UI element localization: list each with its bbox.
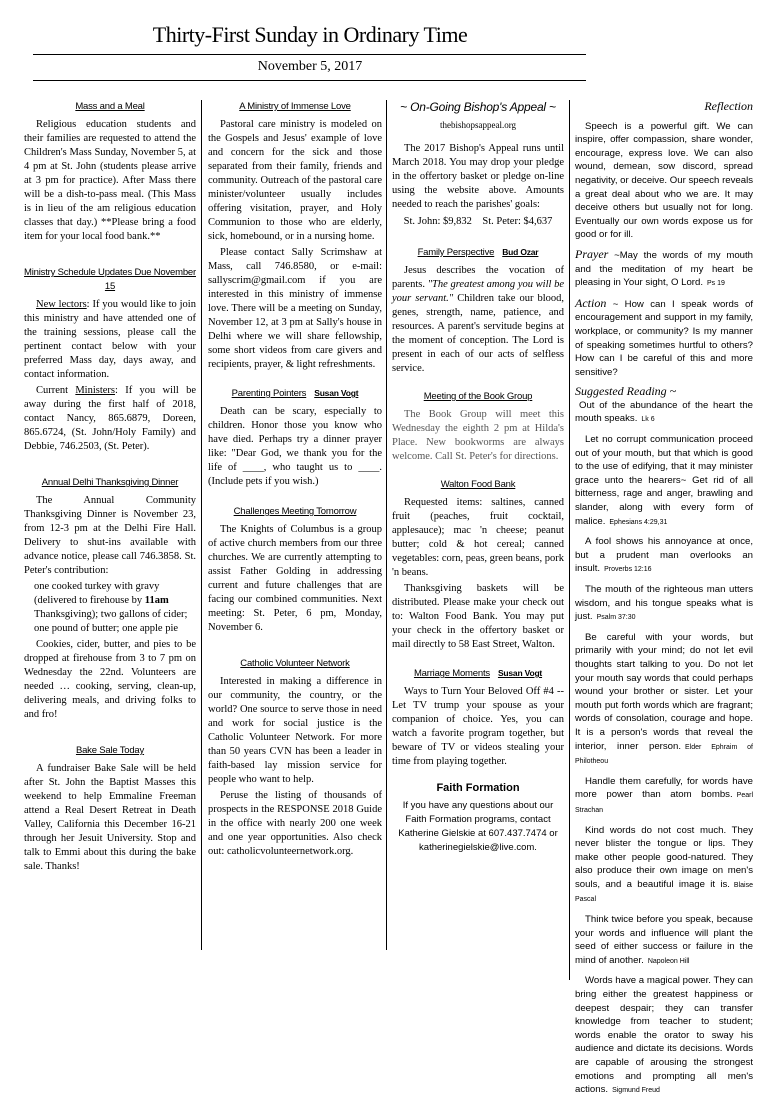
action-label: Action bbox=[575, 295, 607, 310]
date-rule bbox=[33, 80, 586, 81]
column-1 bbox=[24, 100, 196, 886]
citation: Pearl Strachan bbox=[575, 792, 753, 814]
section-text: Death can be scary, especially to children. Honor those you know who have died. Perhaps try a dinner prayer like: "Dear God, we thank you for the life of ____, who taught us to ____. (Include pets if you wish.) bbox=[208, 406, 382, 487]
prayer-text: ~May the words of my mouth and the meditation of my heart be pleasing in Your sight, O Lord. bbox=[575, 249, 753, 289]
section-text: Religious education students and their families are requested to attend the Children's Mass Sunday, November 5, at 4 pm at St. John (students please arrive at 3 pm for practice). After Mass there will be a dish-to-pass meal. (This Mass is in lieu of the am religious education classes that day.) **Please bring a food item for your local food bank.** bbox=[24, 119, 196, 242]
section-text: Ways to Turn Your Beloved Off #4 -- Let TV trump your spouse as your companion of choice. Yes, you can watch a favorite program together, but beware of TV or videos stealing your time from playing together. bbox=[392, 686, 564, 767]
volunteer-network-section bbox=[208, 657, 382, 859]
citation: Napoleon Hill bbox=[647, 957, 690, 965]
quote bbox=[575, 775, 753, 818]
text-part: Jesus describes the vocation of parents. bbox=[392, 265, 564, 290]
quote-text: Kind words do not cost much. They never blister the tongue or lips. They make other people good-natured. They also produce their own image on men's souls, and a beautiful image it is. bbox=[575, 824, 753, 890]
section-text bbox=[392, 264, 564, 376]
text-part: Children take our blood, genes, strength, name, patience, and resources. A parent's servitude begins at the moment of conception. The Lord is present in each of our acts of selfless service. bbox=[392, 293, 564, 374]
section-title: Mass and a Meal bbox=[75, 101, 145, 112]
citation: Lk 6 bbox=[641, 416, 655, 424]
quote-text: Out of the abundance of the heart the mouth speaks. bbox=[575, 399, 753, 425]
lectors-label: New lectors bbox=[36, 299, 87, 310]
title-text: Family Perspective bbox=[417, 247, 495, 258]
scripture-quote: "The greatest among you will be your servant." bbox=[392, 279, 564, 304]
text-part: one cooked turkey with gravy (delivered to firehouse by bbox=[34, 581, 160, 606]
prayer-label: Prayer bbox=[575, 246, 609, 261]
section-text: Interested in making a difference in our community, the country, or the world? One source to serve those in need and work for social justice is the Catholic Volunteer Network. For more than 50 years CVN has been a leader in faith-based lay mission service for people who want to help. bbox=[208, 676, 382, 785]
thanksgiving-dinner-section bbox=[24, 476, 196, 722]
section-title: Faith Formation bbox=[436, 782, 520, 794]
book-group-section bbox=[392, 390, 564, 464]
section-title bbox=[208, 386, 382, 401]
section-text: A fundraiser Bake Sale will be held after St. John the Baptist Masses this weekend to help Emmaline Freeman attend a Real Desert Retreat in Death Valley, California this December 16-21 through her Jesuit University. Stop and talk to Emmi about this during the bake sale. Thanks! bbox=[24, 763, 196, 872]
challenges-meeting-section bbox=[208, 505, 382, 635]
quote bbox=[575, 583, 753, 625]
section-title: Challenges Meeting Tomorrow bbox=[233, 506, 357, 517]
marriage-moments-section bbox=[392, 666, 564, 769]
title-text: Parenting Pointers bbox=[231, 388, 307, 399]
ministers-text: : If you will be away during the first half of 2018, contact Nancy, 865.6879, Doreen, 865.6724, (St. John/Holy Family) and Debbie, 746.2503, (St. Peter). bbox=[24, 385, 196, 452]
faith-formation-section bbox=[392, 781, 564, 855]
citation: Elder Ephraim of Philotheou bbox=[575, 743, 754, 766]
quote bbox=[575, 433, 753, 529]
section-title bbox=[392, 245, 564, 260]
column-divider bbox=[201, 100, 202, 950]
time-emphasis: 11am bbox=[144, 595, 169, 606]
column-4-reflection bbox=[575, 100, 753, 1104]
section-title: A Ministry of Immense Love bbox=[239, 101, 351, 112]
lectors-text: : If you would like to join this ministry and have attended one of the training sessions, please call the pertinent contact below with your preferred Mass day, days away, and contact information. bbox=[24, 299, 196, 380]
citation: Psalm 37:30 bbox=[596, 614, 636, 622]
section-text: Pastoral care ministry is modeled on the Gospels and Jesus' example of love and concern for the sick and those separated from their family, friends and community. Outreach of the pastoral care minister/volunteer usually includes offering visitation, prayer, and Holy Communion to those who are elderly, sick, homebound, or in a nursing home. bbox=[208, 119, 382, 242]
food-bank-section bbox=[392, 478, 564, 652]
mass-and-meal-section bbox=[24, 100, 196, 244]
section-title: Annual Delhi Thanksgiving Dinner bbox=[41, 477, 179, 488]
page-title: Thirty-First Sunday in Ordinary Time bbox=[152, 22, 468, 47]
quote bbox=[575, 631, 753, 769]
appeal-website: thebishopsappeal.org bbox=[439, 120, 517, 130]
quote-text: Think twice before you speak, because your words and influence will plant the seed of either success or failure in the mind of another. bbox=[575, 914, 753, 966]
page-date: November 5, 2017 bbox=[257, 59, 363, 74]
quote bbox=[575, 913, 753, 968]
citation: Ps 19 bbox=[707, 280, 725, 288]
bishops-appeal-section bbox=[392, 100, 564, 229]
column-2 bbox=[208, 100, 382, 871]
citation: Ephesians 4:29,31 bbox=[609, 518, 668, 526]
title-rule bbox=[33, 54, 586, 55]
column-3 bbox=[392, 100, 564, 867]
section-text: Cookies, cider, butter, and pies to be dropped at firehouse from 3 to 7 pm on Wednesday the 22nd. Volunteers are needed … cooking, serving, clean-up, delivering meals, and driving folks to and fro! bbox=[24, 639, 196, 720]
quote-text: A fool shows his annoyance at once, but a prudent man overlooks an insult. bbox=[575, 536, 753, 575]
title-text: Marriage Moments bbox=[413, 668, 490, 679]
section-text: Peruse the listing of thousands of prospects in the RESPONSE 2018 Guide in the office with nearly 200 one week and one year opportunities. Also check out: catholicvolunteernetwork.org. bbox=[208, 790, 382, 857]
suggested-reading-label: Suggested Reading ~ bbox=[575, 384, 677, 399]
action bbox=[575, 297, 753, 380]
byline: Susan Vogt bbox=[314, 388, 359, 398]
section-title: Catholic Volunteer Network bbox=[240, 658, 350, 669]
immense-love-section bbox=[208, 100, 382, 372]
citation: Blaise Pascal bbox=[575, 881, 753, 904]
section-text: Thanksgiving baskets will be distributed. Please make your check out to: Walton Food Bank. You may put your check in the offertory basket or mail directly to 58 East Street, Walton. bbox=[392, 583, 564, 650]
text-part: Thanksgiving); two gallons of cider; one pound of butter; one apple pie bbox=[34, 609, 188, 634]
section-title: Walton Food Bank bbox=[440, 479, 516, 490]
ministers-pre: Current bbox=[36, 385, 76, 396]
reflection-title: Reflection bbox=[704, 99, 753, 113]
citation: Proverbs 12:16 bbox=[604, 566, 652, 574]
byline: Bud Ozar bbox=[502, 247, 539, 257]
quote-text: Handle them carefully, for words have more power than atom bombs. bbox=[575, 775, 753, 801]
appeal-amounts: St. John: $9,832 St. Peter: $4,637 bbox=[403, 216, 553, 227]
section-text: Please contact Sally Scrimshaw at Mass, call 746.8580, or e-mail: sallyscrim@gmail.com if you are interested in this ministry of immense love. There will be a meeting on Sunday, November 12, at 3 pm at Sally's house in Delhi where we will share fellowship, some short videos from care givers and recipients, prayer, & light refreshments. bbox=[208, 247, 382, 370]
prayer bbox=[575, 248, 753, 291]
family-perspective-section bbox=[392, 245, 564, 376]
section-title: Meeting of the Book Group bbox=[423, 391, 533, 402]
section-text: The Book Group will meet this Wednesday the eighth 2 pm at Hilda's Place. New bookworms are always welcome. Call St. Peter's for directions. bbox=[392, 409, 564, 462]
reading-text bbox=[575, 399, 753, 427]
bake-sale-section bbox=[24, 744, 196, 874]
quote bbox=[575, 974, 753, 1097]
column-divider bbox=[386, 100, 387, 950]
action-text: ~ How can I speak words of encouragement and support in my family, workplace, or community? Is my manner of speaking sometimes hurtful to others? How can I be careful of this and more sensitive? bbox=[575, 298, 753, 378]
quote-text: Be careful with your words, but primarily with your mind; do not let evil thoughts start talking to you. Do not let your mouth say words that could perhaps wound your brother or sister. Let your mouth put forth words which are fragrant; words of consolation, courage and hope. It is a person's words that reveal the interior, inner person. bbox=[575, 631, 753, 752]
byline: Susan Vogt bbox=[497, 668, 543, 678]
section-title: ~ On-Going Bishop's Appeal ~ bbox=[400, 100, 556, 114]
parenting-pointers-section bbox=[208, 386, 382, 489]
ministers-label: Ministers bbox=[75, 385, 116, 396]
citation: Sigmund Freud bbox=[612, 1087, 660, 1095]
section-text: The 2017 Bishop's Appeal runs until March 2018. You may drop your pledge in the offertory basket or pledge on-line using the website above. Amounts needed to reach the parishes' goals: bbox=[392, 143, 564, 210]
quote bbox=[575, 535, 753, 577]
section-text: If you have any questions about our Faith Formation programs, contact Katherine Gielskie at 607.437.7474 or katherinegielskie@live.com. bbox=[398, 800, 558, 853]
ministry-schedule-section bbox=[24, 266, 196, 454]
section-text bbox=[24, 580, 196, 636]
quote-text: Let no corrupt communication proceed out of your mouth, but that which is good to the use of edifying, that it may minister grace unto the hearers~ Get rid of all bitterness, rage and anger, brawling and slander, along with every form of malice. bbox=[575, 434, 753, 527]
column-divider bbox=[569, 100, 570, 980]
quote-text: Words have a magical power. They can bring either the greatest happiness or deepest despair; they can transfer knowledge from teacher to student; words enable the orator to sway his audience and dictate its decisions. Words are capable of arousing the strongest emotions and prompting all men's actions. bbox=[575, 975, 753, 1096]
quote-text: The mouth of the righteous man utters wisdom, and his tongue speaks what is just. bbox=[575, 584, 753, 623]
section-title: Ministry Schedule Updates Due November 15 bbox=[24, 267, 196, 292]
section-text: The Annual Community Thanksgiving Dinner is November 23, from 12-3 pm at the Delhi Fire Hall. Delivery to shut-ins available with advance notice, please call 746.3858. St. Peter's contribution: bbox=[24, 495, 196, 576]
reflection-text: Speech is a powerful gift. We can inspire, offer compassion, share wonder, encourage, express love. We can also wound, demean, sow discord, spread negativity, or deceive. Our speech reveals a great deal about who we are. It may deceive others but usually not for long. Eventually our own words expose us for good or for ill. bbox=[575, 120, 753, 241]
section-text: Requested items: saltines, canned fruit (peaches, fruit cocktail, applesauce); mac 'n cheese; peanut butter; cold & hot cereal; canned vegetables: corn, peas, green beans, pork 'n beans. bbox=[392, 497, 565, 578]
quote bbox=[575, 824, 753, 908]
section-text bbox=[24, 298, 196, 382]
section-text: The Knights of Columbus is a group of active church members from our three churches. We are currently attempting to assist Father Golding in addressing current and future challenges that are facing our combined communities. Next meeting: St. Peter, 6 pm, Monday, November 6. bbox=[208, 524, 382, 633]
section-title bbox=[392, 666, 564, 681]
section-text bbox=[24, 384, 196, 454]
section-title: Bake Sale Today bbox=[75, 745, 145, 756]
